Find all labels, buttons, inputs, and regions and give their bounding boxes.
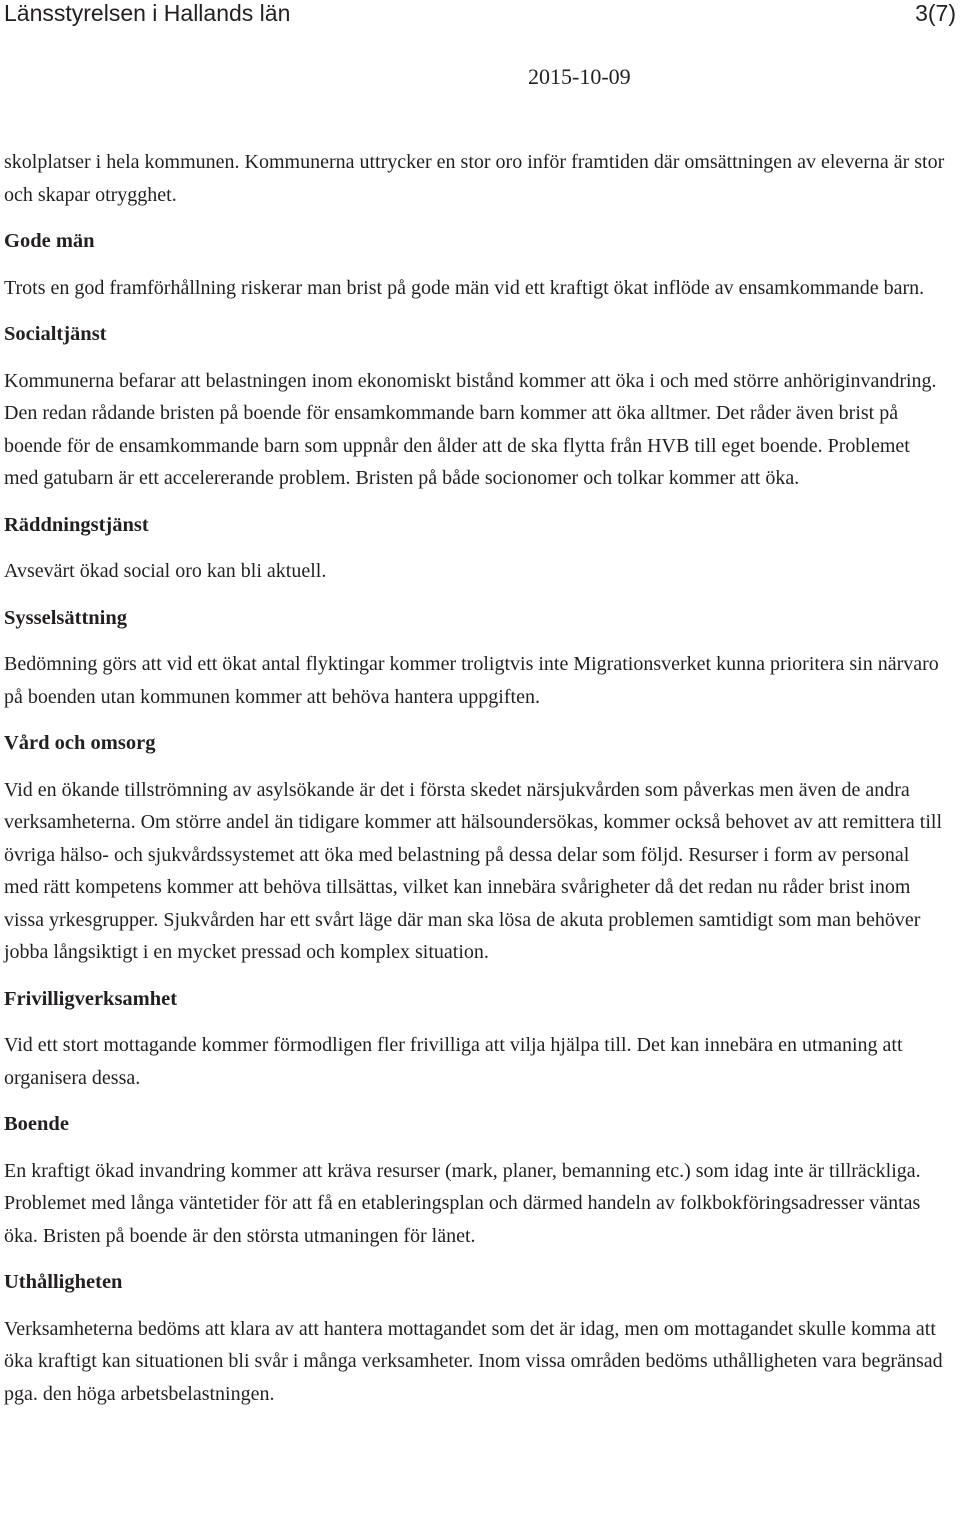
section-text-uthalligheten: Verksamheterna bedöms att klara av att hantera mottagandet som det är idag, men om mottagandet skulle komma att öka kraftigt kan situationen bli svår i många verksamheter. Inom vissa områden bedöms uthålligheten vara begränsad pga. den höga arbetsbelastningen. xyxy=(4,1317,943,1405)
section-heading-raddningstjanst: Räddningstjänst xyxy=(4,513,149,536)
section-heading-sysselsattning: Sysselsättning xyxy=(4,606,128,629)
section-text-socialtjanst: Kommunerna befarar att belastningen inom ekonomiskt bistånd kommer att öka i och med större anhöriginvandring. Den redan rådande bristen på boende för ensamkommande barn kommer att öka alltmer. Det råder även brist på boende för de ensamkommande barn som uppnår den ålder att de ska flytta från HVB till eget boende. Problemet med gatubarn är ett accelererande problem. Bristen på både socionomer och tolkar kommer att öka. xyxy=(4,369,937,489)
organization-name: Länsstyrelsen i Hallands län xyxy=(4,0,291,26)
section-heading-socialtjanst: Socialtjänst xyxy=(4,323,107,345)
section-text-boende: En kraftigt ökad invandring kommer att kräva resurser (mark, planer, bemanning etc.) som idag inte är tillräckliga. Problemet med långa väntetider för att få en etableringsplan och därmed handeln av folkbokföringsadresser väntas öka. Bristen på boende är den största utmaningen för länet. xyxy=(4,1159,921,1247)
section-text-raddningstjanst: Avsevärt ökad social oro kan bli aktuell. xyxy=(4,560,327,582)
section-text-frivilligverksamhet: Vid ett stort mottagande kommer förmodligen fler frivilliga att vilja hjälpa till. Det kan innebära en utmaning att organisera dessa. xyxy=(4,1034,903,1089)
section-text-vard-och-omsorg: Vid en ökande tillströmning av asylsökande är det i första skedet närsjukvården som påverkas men även de andra verksamheterna. Om större andel än tidigare kommer att hälsoundersökas, kommer också behovet av att remittera till övriga hälso- och sjukvårdssystemet att öka med belastning på dessa delar som följd. Resurser i form av personal med rätt kompetens kommer att behöva tillsättas, vilket kan innebära svårigheter då det redan nu råder brist inom vissa yrkesgrupper. Sjukvården har ett svårt läge där man ska lösa de akuta problemen samtidigt som man behöver jobba långsiktigt i en mycket pressad och komplex situation. xyxy=(4,778,943,963)
section-heading-vard-och-omsorg: Vård och omsorg xyxy=(4,732,156,754)
section-text-gode-man: Trots en god framförhållning riskerar man brist på gode män vid ett kraftigt ökat inflöde av ensamkommande barn. xyxy=(4,276,925,299)
section-heading-frivilligverksamhet: Frivilligverksamhet xyxy=(4,987,178,1010)
document-date: 2015-10-09 xyxy=(528,64,631,89)
intro-paragraph: skolplatser i hela kommunen. Kommunerna uttrycker en stor oro inför framtiden där omsättningen av eleverna är stor och skapar otrygghet. xyxy=(4,151,945,206)
page-header xyxy=(0,0,960,32)
section-heading-gode-man: Gode män xyxy=(4,230,95,252)
section-heading-boende: Boende xyxy=(4,1113,69,1135)
section-heading-uthalligheten: Uthålligheten xyxy=(4,1271,123,1293)
page-number: 3(7) xyxy=(915,0,956,26)
section-text-sysselsattning: Bedömning görs att vid ett ökat antal flyktingar kommer troligtvis inte Migrationsverket kunna prioritera sin närvaro på boenden utan kommunen kommer att behöva hantera uppgiften. xyxy=(4,653,939,708)
document-body xyxy=(4,146,948,1424)
